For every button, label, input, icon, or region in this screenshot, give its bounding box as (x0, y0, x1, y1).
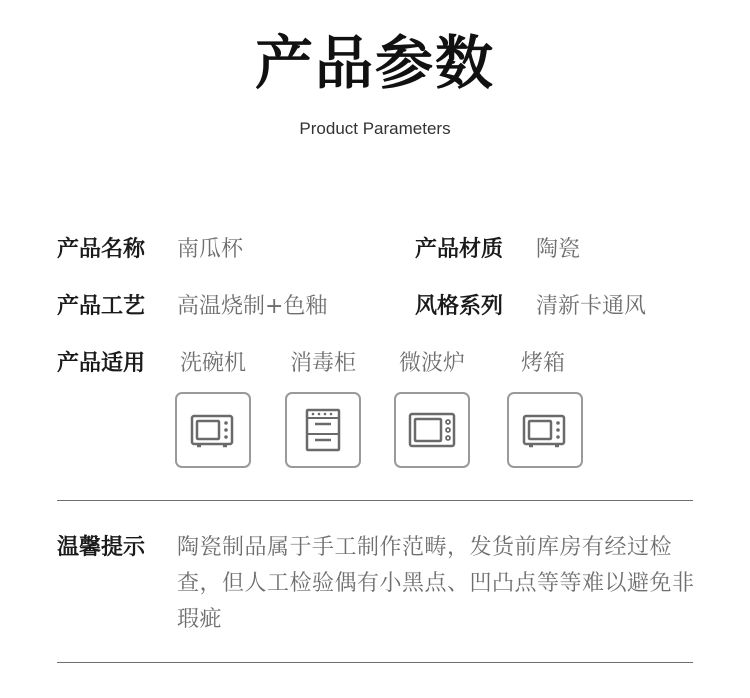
product-craft-value: 高温烧制+色釉 (177, 294, 328, 319)
product-material-label: 产品材质 (415, 237, 504, 262)
dishwasher-icon-box (175, 392, 251, 468)
usage-item-dishwasher: 洗碗机 (179, 351, 246, 376)
product-name-label: 产品名称 (57, 237, 146, 262)
oven-icon (521, 410, 569, 450)
usage-item-sterilizer: 消毒柜 (289, 351, 356, 376)
sterilizer-cabinet-icon-box (285, 392, 361, 468)
page-title: 产品参数 (254, 29, 495, 97)
product-style-label: 风格系列 (415, 294, 504, 319)
bottom-divider (57, 662, 693, 663)
product-style-value: 清新卡通风 (536, 294, 647, 319)
microwave-icon-box (394, 392, 470, 468)
product-craft-label: 产品工艺 (57, 294, 146, 319)
notice-text: 陶瓷制品属于手工制作范畴，发货前库房有经过检查，但人工检验偶有小黑点、凹凸点等等难以避免非瑕疵 (177, 535, 695, 632)
section-divider (57, 500, 693, 501)
dishwasher-icon (189, 410, 237, 450)
product-name-value: 南瓜杯 (177, 237, 244, 262)
sterilizer-cabinet-icon (303, 407, 343, 453)
notice-label: 温馨提示 (57, 535, 146, 560)
microwave-icon (407, 409, 457, 451)
product-usage-label: 产品适用 (57, 351, 146, 376)
page-subtitle: Product Parameters (299, 119, 451, 138)
usage-item-microwave: 微波炉 (398, 351, 465, 376)
usage-item-oven: 烤箱 (520, 351, 565, 376)
product-material-value: 陶瓷 (536, 237, 581, 262)
oven-icon-box (507, 392, 583, 468)
